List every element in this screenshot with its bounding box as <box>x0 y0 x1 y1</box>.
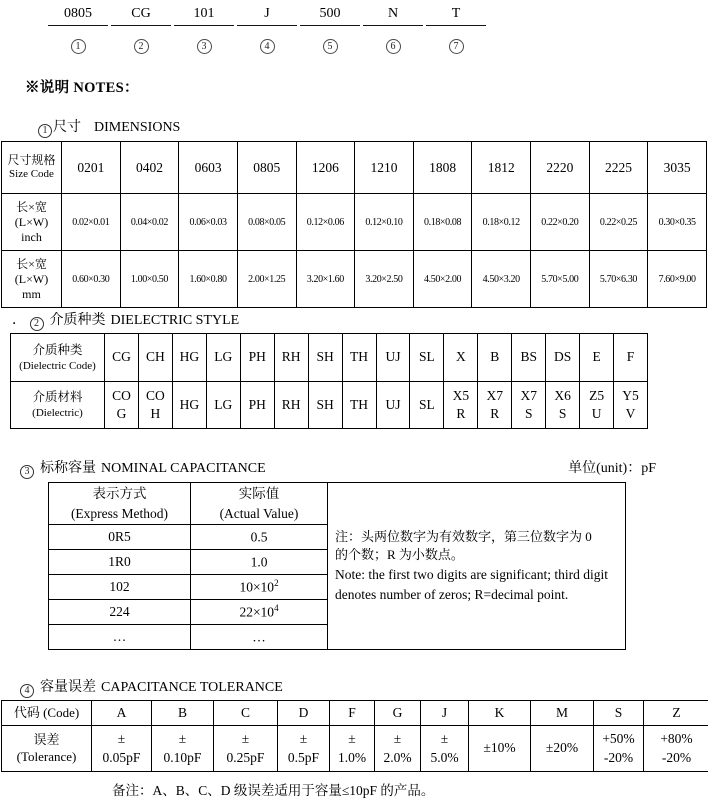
dielectric-code-cell: B <box>478 334 512 382</box>
inch-value-cell: 0.12×0.06 <box>296 194 355 251</box>
tolerance-code-cell: F <box>330 701 375 726</box>
size-code-cell: 0603 <box>179 142 238 194</box>
express-header-cn: 表示方式 <box>49 484 190 504</box>
dielectric-heading-cn: 介质种类 <box>50 313 106 328</box>
actual-header-en: (Actual Value) <box>191 504 327 524</box>
material-line1: UJ <box>377 396 410 414</box>
dielectric-material-cell <box>580 382 614 429</box>
part-code-dielectric: CG <box>111 6 171 26</box>
tolerance-line1: ± <box>375 730 420 749</box>
cap-actual-cell <box>191 575 328 600</box>
capacitance-table <box>48 482 626 650</box>
tolerance-line1: ± <box>278 730 329 749</box>
inch-value-cell: 0.04×0.02 <box>120 194 179 251</box>
dielectric-heading-prefix: ． <box>12 313 26 328</box>
dielectric-material-cell <box>376 382 410 429</box>
part-number-segment <box>111 6 171 54</box>
dielectric-code-row-header <box>11 334 105 382</box>
tolerance-value-cell <box>644 726 708 772</box>
note-line-cn-2: 的个数；R 为小数点。 <box>335 546 618 565</box>
tolerance-line1: ±20% <box>531 739 593 758</box>
tolerance-table <box>1 700 708 772</box>
tolerance-remark: 备注：A、B、C、D 级误差适用于容量≤10pF 的产品。 <box>112 779 708 799</box>
part-code-tolerance: J <box>237 6 297 26</box>
mm-value-cell: 5.70×6.30 <box>589 251 648 308</box>
part-number-row <box>0 6 708 54</box>
dielectric-material-row-header <box>11 382 105 429</box>
circled-number-7: 7 <box>449 39 464 54</box>
part-code-termination: N <box>363 6 423 26</box>
material-line1: SL <box>410 396 443 414</box>
capacitance-heading-en: NOMINAL CAPACITANCE <box>101 461 266 476</box>
tolerance-line2: 0.5pF <box>278 749 329 768</box>
tolerance-heading-cn: 容量误差 <box>40 680 96 695</box>
size-code-cell: 1206 <box>296 142 355 194</box>
dielectric-table <box>10 333 648 429</box>
dimensions-mm-row <box>2 251 707 308</box>
material-line2: S <box>512 405 545 423</box>
tolerance-line2: 0.25pF <box>214 749 277 768</box>
tolerance-line1: +50% <box>594 730 643 749</box>
actual-base: … <box>252 630 266 645</box>
material-line2: G <box>105 405 138 423</box>
dielectric-material-cell <box>614 382 648 429</box>
tolerance-value-row <box>2 726 708 772</box>
dielectric-code-cell: BS <box>512 334 546 382</box>
part-number-segment <box>48 6 108 54</box>
express-method-header <box>49 483 191 525</box>
tolerance-code-cell: G <box>375 701 421 726</box>
tolerance-line1: ± <box>92 730 151 749</box>
actual-base: 1.0 <box>251 555 268 570</box>
section-number-4: 4 <box>20 684 34 698</box>
tolerance-value-cell <box>330 726 375 772</box>
mm-value-cell: 2.00×1.25 <box>237 251 296 308</box>
note-line-en-1: Note: the first two digits are significant; third digit <box>335 565 618 585</box>
tolerance-code-cell: J <box>421 701 469 726</box>
material-line1: X7 <box>478 387 511 405</box>
material-line2: R <box>444 405 477 423</box>
material-line1: RH <box>275 396 308 414</box>
capacitance-note-cell <box>328 483 626 650</box>
inch-value-cell: 0.22×0.20 <box>531 194 590 251</box>
inch-value-cell: 0.18×0.12 <box>472 194 531 251</box>
cap-actual-cell <box>191 600 328 625</box>
cap-actual-cell <box>191 550 328 575</box>
tolerance-value-cell <box>594 726 644 772</box>
cap-express-cell: 1R0 <box>49 550 191 575</box>
tolerance-value-cell <box>278 726 330 772</box>
dielectric-code-header-en: (Dielectric Code) <box>11 359 104 374</box>
material-line2: S <box>546 405 579 423</box>
tolerance-code-cell: D <box>278 701 330 726</box>
tolerance-line1: +80% <box>644 730 708 749</box>
capacitance-header-row <box>49 483 626 525</box>
mm-value-cell: 4.50×3.20 <box>472 251 531 308</box>
actual-value-header <box>191 483 328 525</box>
material-line2: H <box>139 405 172 423</box>
dielectric-heading <box>12 309 708 331</box>
tolerance-line2: 0.05pF <box>92 749 151 768</box>
part-code-capacitance: 101 <box>174 6 234 26</box>
size-code-cell: 3035 <box>648 142 707 194</box>
tolerance-line1: ± <box>214 730 277 749</box>
tolerance-code-cell: M <box>531 701 594 726</box>
lw-header-en: (L×W) <box>2 272 61 287</box>
section-number-2: 2 <box>30 317 44 331</box>
material-line2: R <box>478 405 511 423</box>
circled-number-4: 4 <box>260 39 275 54</box>
dimensions-inch-row <box>2 194 707 251</box>
size-code-cell: 0201 <box>62 142 121 194</box>
tolerance-line2: 0.10pF <box>152 749 213 768</box>
part-code-size: 0805 <box>48 6 108 26</box>
unit-label: 单位(unit)：pF <box>568 457 656 479</box>
actual-base: 10×10 <box>239 580 274 595</box>
tolerance-code-row <box>2 701 708 726</box>
tolerance-code-cell: S <box>594 701 644 726</box>
cap-actual-cell <box>191 525 328 550</box>
cap-actual-cell <box>191 625 328 650</box>
circled-number-1: 1 <box>71 39 86 54</box>
tolerance-header-cn: 误差 <box>2 732 91 749</box>
tolerance-value-cell <box>92 726 152 772</box>
tolerance-value-cell <box>421 726 469 772</box>
dielectric-code-cell: F <box>614 334 648 382</box>
tolerance-header-en: (Tolerance) <box>2 749 91 766</box>
part-number-segment <box>237 6 297 54</box>
lw-header-cn: 长×宽 <box>2 257 61 272</box>
tolerance-line2: -20% <box>644 749 708 768</box>
actual-exponent: 4 <box>274 603 279 613</box>
capacitance-heading-cn: 标称容量 <box>40 461 96 476</box>
part-code-voltage: 500 <box>300 6 360 26</box>
section-number-1: 1 <box>38 124 52 138</box>
express-header-en: (Express Method) <box>49 504 190 524</box>
inch-value-cell: 0.18×0.08 <box>413 194 472 251</box>
dielectric-code-cell: TH <box>342 334 376 382</box>
tolerance-value-cell <box>375 726 421 772</box>
capacitance-heading <box>20 457 266 479</box>
tolerance-line1: ± <box>152 730 213 749</box>
cap-express-cell: … <box>49 625 191 650</box>
actual-base: 0.5 <box>251 530 268 545</box>
size-code-cell: 2220 <box>531 142 590 194</box>
dielectric-material-cell <box>546 382 580 429</box>
inch-value-cell: 0.08×0.05 <box>237 194 296 251</box>
material-line1: CO <box>105 387 138 405</box>
dielectric-code-cell: PH <box>240 334 274 382</box>
material-line1: Z5 <box>580 387 613 405</box>
material-line1: PH <box>241 396 274 414</box>
note-line-en-2: denotes number of zeros; R=decimal point. <box>335 585 618 605</box>
tolerance-code-cell: C <box>214 701 278 726</box>
dimensions-heading-cn: 尺寸 <box>53 120 81 135</box>
unit-inch-label: inch <box>2 230 61 245</box>
note-line-cn-1: 注：头两位数字为有效数字，第三位数字为 0 <box>335 528 618 547</box>
material-line2: U <box>580 405 613 423</box>
dielectric-material-cell <box>512 382 546 429</box>
dielectric-material-cell <box>308 382 342 429</box>
material-line1: X6 <box>546 387 579 405</box>
tolerance-line2: 1.0% <box>330 749 374 768</box>
dielectric-material-cell <box>478 382 512 429</box>
material-line1: HG <box>173 396 206 414</box>
dielectric-code-cell: SH <box>308 334 342 382</box>
tolerance-value-cell <box>214 726 278 772</box>
tolerance-line1: ±10% <box>469 739 530 758</box>
dielectric-material-cell <box>410 382 444 429</box>
dimensions-heading-en: DIMENSIONS <box>94 120 180 135</box>
mm-value-cell: 7.60×9.00 <box>648 251 707 308</box>
inch-value-cell: 0.02×0.01 <box>62 194 121 251</box>
dielectric-material-header-cn: 介质材料 <box>11 389 104 406</box>
tolerance-value-row-header <box>2 726 92 772</box>
lw-header-cn: 长×宽 <box>2 200 61 215</box>
notes-heading: ※说明 NOTES： <box>25 76 708 97</box>
circled-number-5: 5 <box>323 39 338 54</box>
dielectric-code-header-cn: 介质种类 <box>11 342 104 359</box>
dielectric-code-cell: HG <box>172 334 206 382</box>
part-number-segment <box>174 6 234 54</box>
dielectric-material-cell <box>172 382 206 429</box>
part-number-segment <box>426 6 486 54</box>
mm-value-cell: 3.20×1.60 <box>296 251 355 308</box>
actual-exponent: 2 <box>274 578 279 588</box>
dimensions-table <box>1 141 707 308</box>
inch-value-cell: 0.12×0.10 <box>355 194 414 251</box>
dielectric-code-cell: X <box>444 334 478 382</box>
size-code-cell: 1210 <box>355 142 414 194</box>
dielectric-code-cell: SL <box>410 334 444 382</box>
circled-number-6: 6 <box>386 39 401 54</box>
mm-value-cell: 0.60×0.30 <box>62 251 121 308</box>
dielectric-material-row <box>11 382 648 429</box>
inch-value-cell: 0.30×0.35 <box>648 194 707 251</box>
material-line1: Y5 <box>614 387 647 405</box>
capacitance-heading-row <box>20 457 656 479</box>
dielectric-code-cell: RH <box>274 334 308 382</box>
tolerance-line2: 2.0% <box>375 749 420 768</box>
actual-base: 22×10 <box>239 605 274 620</box>
tolerance-line1: ± <box>421 730 468 749</box>
material-line1: SH <box>309 396 342 414</box>
dielectric-code-row <box>11 334 648 382</box>
tolerance-line2: 5.0% <box>421 749 468 768</box>
part-number-segment <box>363 6 423 54</box>
dielectric-code-cell: E <box>580 334 614 382</box>
dielectric-code-cell: LG <box>206 334 240 382</box>
size-code-cell: 2225 <box>589 142 648 194</box>
actual-header-cn: 实际值 <box>191 484 327 504</box>
mm-value-cell: 4.50×2.00 <box>413 251 472 308</box>
dimensions-size-row-header <box>2 142 62 194</box>
tolerance-code-cell: Z <box>644 701 708 726</box>
dielectric-code-cell: CH <box>138 334 172 382</box>
dielectric-material-header-en: (Dielectric) <box>11 406 104 421</box>
dielectric-material-cell <box>206 382 240 429</box>
dielectric-code-cell: DS <box>546 334 580 382</box>
size-code-cell: 0402 <box>120 142 179 194</box>
mm-value-cell: 1.60×0.80 <box>179 251 238 308</box>
size-code-cell: 1808 <box>413 142 472 194</box>
dielectric-code-cell: CG <box>105 334 139 382</box>
size-code-cell: 0805 <box>237 142 296 194</box>
mm-value-cell: 3.20×2.50 <box>355 251 414 308</box>
cap-express-cell: 224 <box>49 600 191 625</box>
dimensions-size-row <box>2 142 707 194</box>
dimensions-inch-row-header <box>2 194 62 251</box>
dielectric-material-cell <box>342 382 376 429</box>
size-code-cell: 1812 <box>472 142 531 194</box>
tolerance-heading-en: CAPACITANCE TOLERANCE <box>101 680 283 695</box>
dielectric-material-cell <box>105 382 139 429</box>
part-number-segment <box>300 6 360 54</box>
circled-number-3: 3 <box>197 39 212 54</box>
size-row-header-en: Size Code <box>2 168 61 182</box>
mm-value-cell: 5.70×5.00 <box>531 251 590 308</box>
unit-mm-label: mm <box>2 287 61 302</box>
mm-value-cell: 1.00×0.50 <box>120 251 179 308</box>
dielectric-material-cell <box>274 382 308 429</box>
material-line2: V <box>614 405 647 423</box>
tolerance-code-cell: A <box>92 701 152 726</box>
section-number-3: 3 <box>20 465 34 479</box>
dimensions-mm-row-header <box>2 251 62 308</box>
tolerance-code-row-header: 代码 (Code) <box>2 701 92 726</box>
material-line1: X7 <box>512 387 545 405</box>
tolerance-line1: ± <box>330 730 374 749</box>
tolerance-line2: -20% <box>594 749 643 768</box>
circled-number-2: 2 <box>134 39 149 54</box>
material-line1: X5 <box>444 387 477 405</box>
inch-value-cell: 0.06×0.03 <box>179 194 238 251</box>
part-code-packaging: T <box>426 6 486 26</box>
cap-express-cell: 102 <box>49 575 191 600</box>
tolerance-code-cell: K <box>469 701 531 726</box>
dielectric-material-cell <box>444 382 478 429</box>
dielectric-material-cell <box>240 382 274 429</box>
dielectric-code-cell: UJ <box>376 334 410 382</box>
tolerance-code-cell: B <box>152 701 214 726</box>
tolerance-value-cell <box>152 726 214 772</box>
material-line1: LG <box>207 396 240 414</box>
tolerance-heading <box>20 676 708 698</box>
material-line1: TH <box>343 396 376 414</box>
tolerance-value-cell <box>531 726 594 772</box>
lw-header-en: (L×W) <box>2 215 61 230</box>
inch-value-cell: 0.22×0.25 <box>589 194 648 251</box>
dielectric-heading-en: DIELECTRIC STYLE <box>111 313 240 328</box>
tolerance-value-cell <box>469 726 531 772</box>
dimensions-heading <box>38 116 708 138</box>
dielectric-material-cell <box>138 382 172 429</box>
cap-express-cell: 0R5 <box>49 525 191 550</box>
size-row-header-cn: 尺寸规格 <box>2 153 61 168</box>
material-line1: CO <box>139 387 172 405</box>
